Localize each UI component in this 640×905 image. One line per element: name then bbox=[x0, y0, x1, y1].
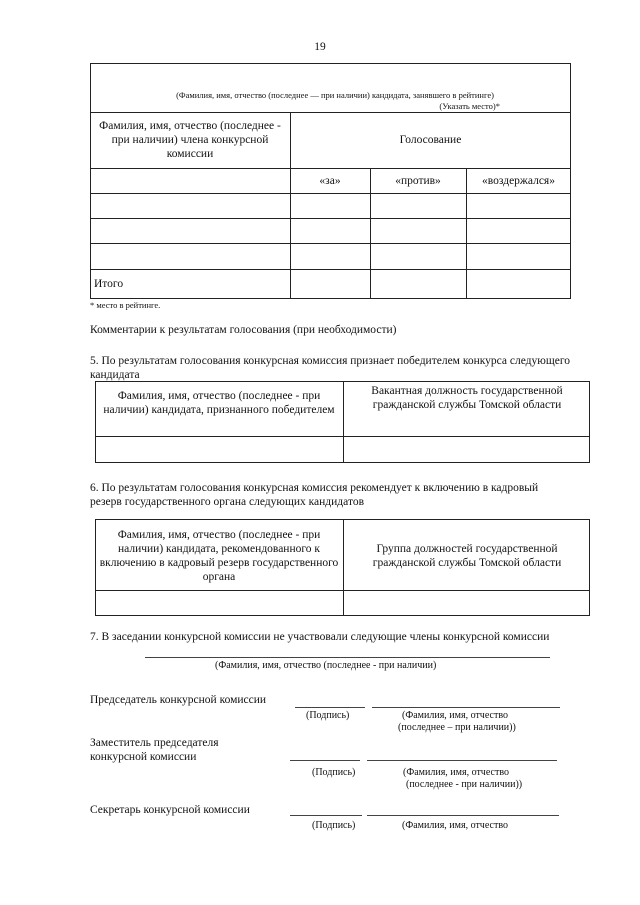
table-line bbox=[290, 193, 571, 194]
deputy-label-1: Заместитель председателя bbox=[90, 737, 219, 749]
secretary-name-caption: (Фамилия, имя, отчество bbox=[402, 820, 508, 831]
total-label: Итого bbox=[94, 278, 124, 290]
deputy-label-2: конкурсной комиссии bbox=[90, 751, 197, 763]
deputy-signature-line bbox=[290, 760, 360, 761]
table-line bbox=[343, 381, 344, 463]
deputy-name-caption: (Фамилия, имя, отчество bbox=[403, 767, 509, 778]
reserve-name-header: Фамилия, имя, отчество (последнее - при наличии) кандидата, рекомендованного к включению в кадровый резерв государственного органа bbox=[99, 529, 339, 583]
deputy-name-caption-2: (последнее - при наличии)) bbox=[406, 779, 523, 790]
table-line bbox=[90, 168, 571, 169]
chair-name-line bbox=[372, 707, 560, 708]
chair-signature-caption: (Подпись) bbox=[306, 710, 350, 721]
table-line bbox=[90, 112, 571, 113]
voting-header: Голосование bbox=[399, 134, 462, 146]
secretary-signature-line bbox=[290, 815, 362, 816]
col-for: «за» bbox=[319, 175, 341, 187]
table-line bbox=[90, 193, 290, 194]
position-group-header: Группа должностей государственной гражданской службы Томской области bbox=[372, 543, 562, 569]
chair-signature-line bbox=[295, 707, 365, 708]
absent-members-line bbox=[145, 657, 550, 658]
table-line bbox=[90, 269, 571, 270]
chair-name-caption-2: (последнее – при наличии)) bbox=[398, 722, 516, 733]
chair-name-caption-text: последнее – при наличии)) bbox=[401, 722, 516, 733]
table-line bbox=[90, 218, 571, 219]
secretary-label: Секретарь конкурсной комиссии bbox=[90, 804, 250, 816]
table-line bbox=[95, 436, 590, 437]
vacancy-header: Вакантная должность государственной гражданской службы Томской области bbox=[371, 385, 563, 411]
candidate-caption: (Фамилия, имя, отчество (последнее — при наличии) кандидата, занявшего в рейтинге) bbox=[176, 90, 494, 100]
place-caption: (Указать место)* bbox=[439, 101, 500, 111]
footnote: * место в рейтинге. bbox=[90, 300, 161, 310]
col-abstain: «воздержался» bbox=[482, 175, 555, 187]
table-line bbox=[90, 243, 571, 244]
deputy-name-line bbox=[367, 760, 557, 761]
secretary-name-line bbox=[367, 815, 559, 816]
section5-text: 5. По результатам голосования конкурсная комиссия признает победителем конкурса следующего кандидата bbox=[90, 355, 571, 381]
col-against: «против» bbox=[395, 175, 441, 187]
deputy-signature-caption: (Подпись) bbox=[312, 767, 356, 778]
chair-label: Председатель конкурсной комиссии bbox=[90, 694, 267, 706]
winner-name-header: Фамилия, имя, отчество (последнее - при наличии) кандидата, признанного победителем bbox=[103, 390, 335, 416]
comments-line: Комментарии к результатам голосования (при необходимости) bbox=[90, 324, 397, 336]
chair-name-caption: (Фамилия, имя, отчество bbox=[402, 710, 508, 721]
page-number: 19 bbox=[314, 41, 326, 53]
member-header: Фамилия, имя, отчество (последнее - при наличии) члена конкурсной комиссии bbox=[99, 120, 281, 160]
section6-text: 6. По результатам голосования конкурсная комиссия рекомендует к включению в кадровый резерв государственного органа следующих кандидатов bbox=[90, 482, 539, 508]
absent-members-caption: (Фамилия, имя, отчество (последнее - при наличии) bbox=[215, 660, 437, 671]
table-line bbox=[343, 519, 344, 616]
secretary-signature-caption: (Подпись) bbox=[312, 820, 356, 831]
table-line bbox=[95, 590, 590, 591]
section7-text: 7. В заседании конкурсной комиссии не участвовали следующие члены конкурсной комиссии bbox=[90, 631, 550, 643]
